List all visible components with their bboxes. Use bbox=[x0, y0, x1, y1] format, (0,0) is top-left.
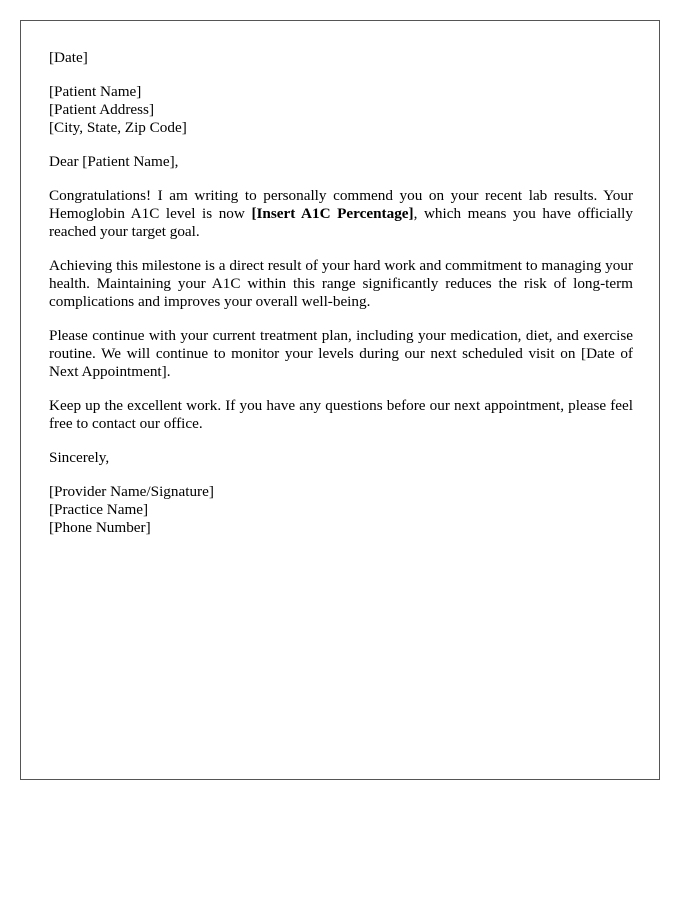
recipient-address: [Patient Address] bbox=[49, 101, 155, 118]
phone-number: [Phone Number] bbox=[49, 519, 151, 536]
closing-text: Sincerely, bbox=[49, 449, 110, 466]
paragraph-milestone: Achieving this milestone is a direct result of your hard work and commitment to managing your health. Maintaining your A1C within this range significantly reduces the risk of long-term complications and improves your overall well-being. bbox=[49, 257, 633, 310]
salutation bbox=[49, 153, 633, 171]
recipient-name: [Patient Name] bbox=[49, 83, 142, 100]
provider-signature: [Provider Name/Signature] bbox=[49, 483, 214, 500]
paragraph-1-end: , which means you have officially reached your target goal. bbox=[49, 205, 633, 240]
date-line bbox=[49, 49, 633, 67]
paragraph-congratulations bbox=[49, 187, 633, 241]
recipient-address-block bbox=[49, 83, 633, 137]
signature-block bbox=[49, 483, 633, 537]
letter-body bbox=[49, 49, 633, 553]
letter-frame bbox=[20, 20, 660, 780]
a1c-percentage-placeholder: [Insert A1C Percentage] bbox=[251, 205, 414, 222]
letter-date: [Date] bbox=[49, 49, 88, 66]
practice-name: [Practice Name] bbox=[49, 501, 149, 518]
paragraph-treatment-plan: Please continue with your current treatment plan, including your medication, diet, and exercise routine. We will continue to monitor your levels during our next scheduled visit on [Date of Next Appointment]. bbox=[49, 327, 633, 380]
recipient-city-state-zip: [City, State, Zip Code] bbox=[49, 119, 187, 136]
closing bbox=[49, 449, 633, 467]
salutation-text: Dear [Patient Name], bbox=[49, 153, 179, 170]
paragraph-closing-remarks: Keep up the excellent work. If you have any questions before our next appointment, please feel free to contact our office. bbox=[49, 397, 633, 432]
paragraph-1-start: Congratulations! I am writing to personally commend you on your recent lab results. Your Hemoglobin A1C level is now bbox=[49, 187, 633, 222]
